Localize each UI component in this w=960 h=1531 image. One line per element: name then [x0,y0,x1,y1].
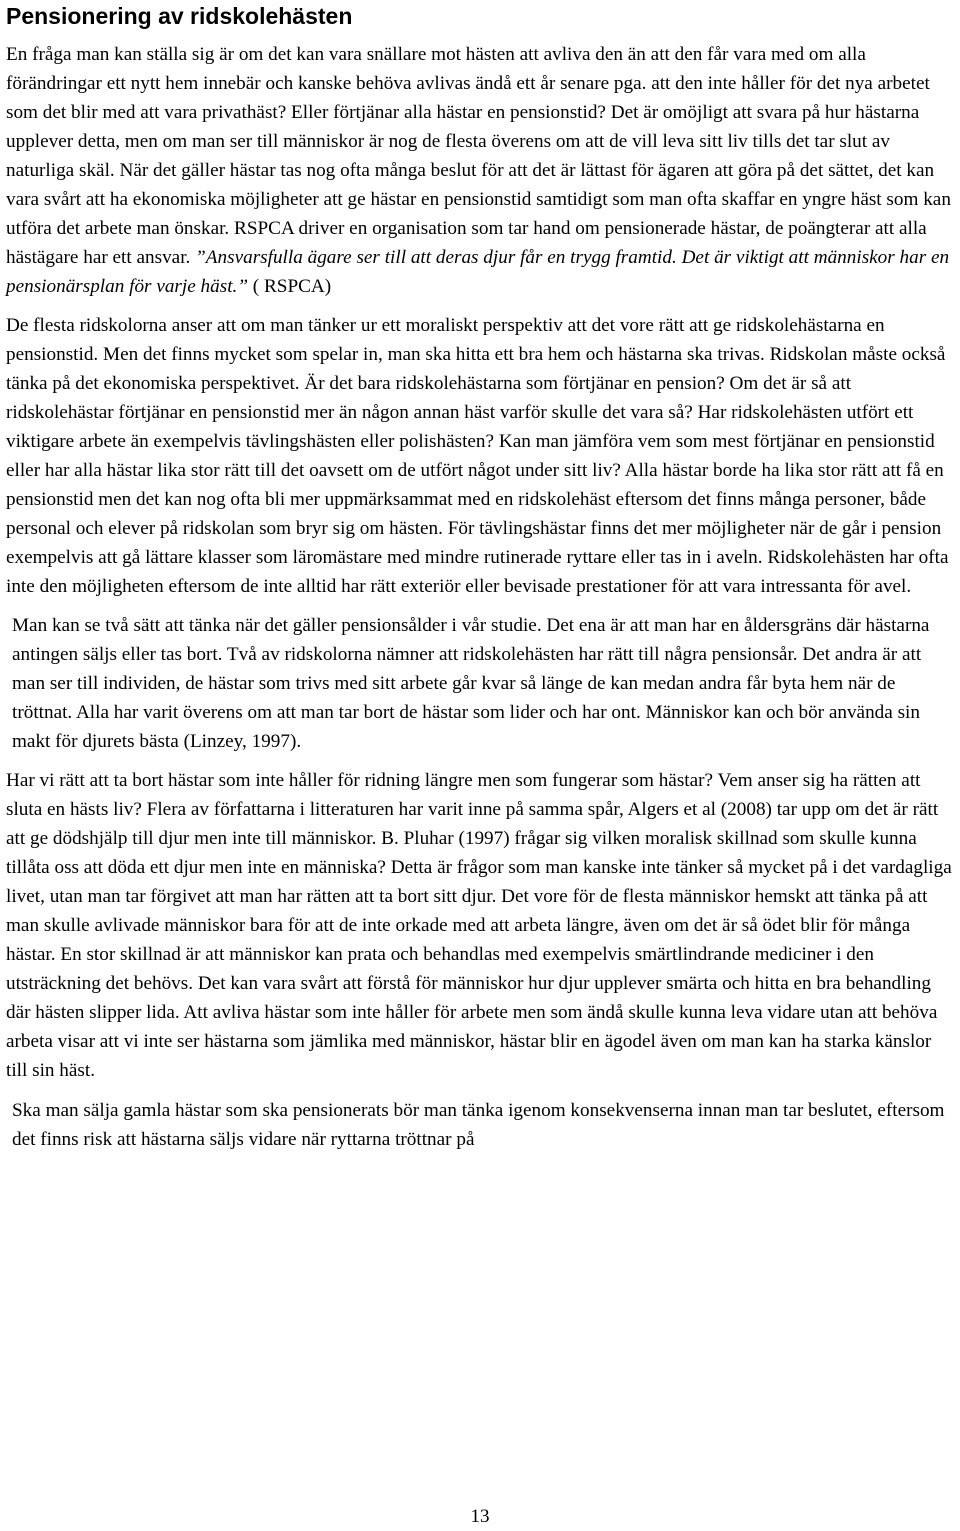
section-heading: Pensionering av ridskolehästen [6,3,353,29]
paragraph-text: En fråga man kan ställa sig är om det kan vara snällare mot hästen att avliva den än att den får vara med om alla förändringar ett nytt hem innebär och kanske behöva avlivas ändå ett år senare pga. att den inte håller för det nya arbetet som det blir med att vara privathäst? Eller förtjänar alla hästar en pensionstid? Det är omöjligt att svara på hur hästarna upplever detta, men om man ser till människor är nog de flesta överens om att de vill leva sitt liv tills det tar slut av naturliga skäl. När det gäller hästar tas nog ofta många beslut för att det är lättast för ägaren att göra på det sättet, det kan vara svårt att ha ekonomiska möjligheter att ge hästar en pensionstid samtidigt som man ofta skaffar en yngre häst som kan utföra det arbete man önskar. RSPCA driver en organisation som tar hand om pensionerade hästar, de poängterar att alla hästägare har ett ansvar. [6,44,951,268]
paragraph-selling-old-horses: Ska man sälja gamla hästar som ska pensionerats bör man tänka igenom konsekvenserna innan man tar beslutet, eftersom det finns risk att hästarna säljs vidare när ryttarna tröttnar på [12,1100,945,1150]
paragraph-riding-schools: De flesta ridskolorna anser att om man tänker ur ett moraliskt perspektiv att det vore rätt att ge ridskolehästarna en pensionstid. Men det finns mycket som spelar in, man ska hitta ett bra hem och hästarna ska trivas. Ridskolan måste också tänka på det ekonomiska perspektivet. Är det bara ridskolehästarna som förtjänar en pension? Om det är så att ridskolehästar förtjänar en pensionstid mer än någon annan häst varför skulle det vara så? Har ridskolehästen utfört ett viktigare arbete än exempelvis tävlingshästen eller polishästen? Kan man jämföra vem som mest förtjänar en pensionstid eller har alla hästar lika stor rätt till det oavsett om de utfört något under sitt liv? Alla hästar borde ha lika stor rätt att få en pensionstid men det kan nog ofta bli mer uppmärksammat med en ridskolehäst eftersom det finns många personer, både personal och elever på ridskolan som bryr sig om hästen. För tävlingshästar finns det mer möjligheter när de går i pension exempelvis att gå lättare klasser som läromästare med mindre rutinerade ryttare eller tas in i aveln. Ridskolehästen har ofta inte den möjligheten eftersom de inte alltid har rätt exteriör eller bevisade prestationer för att vara intressanta för avel. [6,315,949,597]
paragraph-right-to-euthanize: Har vi rätt att ta bort hästar som inte håller för ridning längre men som fungerar som hästar? Vem anser sig ha rätten att sluta en hästs liv? Flera av författarna i litteraturen har varit inne på samma spår, Algers et al (2008) tar upp om det är rätt att ge dödshjälp till djur men inte till människor. B. Pluhar (1997) frågar sig vilken moralisk skillnad som skulle kunna tillåta oss att döda ett djur men inte en människa? Detta är frågor som man kanske inte tänker så mycket på i det vardagliga livet, utan man tar förgivet att man har rätten att ta bort sitt djur. Det vore för de flesta människor hemskt att tänka på att man skulle avlivade människor bara för att de inte orkade med att arbeta längre, även om det är så ödet blir för många hästar. En stor skillnad är att människor kan prata och behandlas med exempelvis smärtlindrande mediciner i den utsträckning det behövs. Det kan vara svårt att förstå för människor hur djur upplever smärta och hitta en bra behandling där hästen slipper lida. Att avliva hästar som inte håller för arbete men som ändå skulle kunna leva vidare utan att behöva arbeta visar att vi inte ser hästarna som jämlika med människor, hästar blir en ägodel även om man kan ha starka känslor till sin häst. [6,770,952,1081]
quote-rspca: ”Ansvarsfulla ägare ser till att deras djur får en trygg framtid. Det är viktigt att människor har en pensionärsplan för varje häst.” [6,247,950,297]
document-page [6,0,956,1154]
paragraph-retirement-age: Man kan se två sätt att tänka när det gäller pensionsålder i vår studie. Det ena är att man har en åldersgräns där hästarna antingen säljs eller tas bort. Två av ridskolorna nämner att ridskolehästen har rätt till några pensionsår. Det andra är att man ser till individen, de hästar som trivs med sitt arbete går kvar så länge de kan medan andra får byta hem när de tröttnat. Alla har varit överens om att man tar bort de hästar som lider och har ont. Människor kan och bör använda sin makt för djurets bästa (Linzey, 1997). [12,615,930,752]
paragraph-retirement-question [6,40,956,301]
citation: ( RSPCA) [252,276,332,297]
page-number: 13 [470,1506,490,1527]
